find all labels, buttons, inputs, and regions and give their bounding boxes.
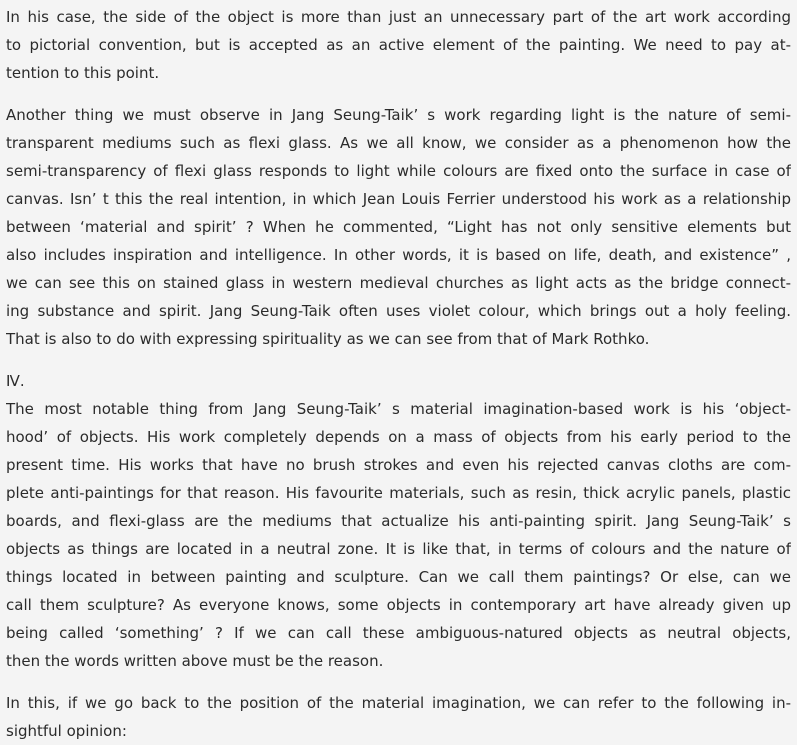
text-line: present time. His works that have no brush strokes and even his rejected canvas cloths are com- — [6, 456, 791, 474]
paragraph — [6, 395, 791, 675]
text-line: to pictorial convention, but is accepted as an active element of the painting. We need to pay at- — [6, 36, 791, 54]
text-line: In his case, the side of the object is more than just an unnecessary part of the art work according — [6, 8, 791, 26]
text-line: canvas. Isn’ t this the real intention, in which Jean Louis Ferrier understood his work as a relationship — [6, 190, 791, 208]
paragraph — [6, 101, 791, 353]
paragraph — [6, 3, 791, 87]
text-line: The most notable thing from Jang Seung-Taik’ s material imagination-based work is his ‘object- — [6, 400, 791, 418]
text-line: objects as things are located in a neutral zone. It is like that, in terms of colours and the nature of — [6, 540, 791, 558]
text-line: That is also to do with expressing spirituality as we can see from that of Mark Rothko. — [6, 330, 650, 348]
paragraph-spacer — [6, 675, 791, 689]
text-line: Another thing we must observe in Jang Seung-Taik’ s work regarding light is the nature of semi- — [6, 106, 791, 124]
text-line: sightful opinion: — [6, 722, 127, 740]
text-line: things located in between painting and sculpture. Can we call them paintings? Or else, can we — [6, 568, 791, 586]
text-line: we can see this on stained glass in western medieval churches as light acts as the bridge connect- — [6, 274, 791, 292]
text-line: plete anti-paintings for that reason. His favourite materials, such as resin, thick acrylic panels, plastic — [6, 484, 791, 502]
text-line: tention to this point. — [6, 64, 160, 82]
text-line: boards, and flexi-glass are the mediums that actualize his anti-painting spirit. Jang Seung-Taik’ s — [6, 512, 791, 530]
text-line: ing substance and spirit. Jang Seung-Taik often uses violet colour, which brings out a holy feeling. — [6, 302, 791, 320]
paragraph-spacer — [6, 353, 791, 367]
paragraph-spacer — [6, 87, 791, 101]
text-line: call them sculpture? As everyone knows, some objects in contemporary art have already given up — [6, 596, 791, 614]
text-line: also includes inspiration and intelligence. In other words, it is based on life, death, and existence” , — [6, 246, 791, 264]
section-heading: Ⅳ. — [6, 372, 25, 390]
paragraph — [6, 689, 791, 745]
text-line: between ‘material and spirit’ ? When he commented, “Light has not only sensitive elements but — [6, 218, 791, 236]
text-line: semi-transparency of flexi glass responds to light while colours are fixed onto the surface in case of — [6, 162, 791, 180]
text-line: transparent mediums such as flexi glass. As we all know, we consider as a phenomenon how the — [6, 134, 791, 152]
text-line: being called ‘something’ ? If we can call these ambiguous-natured objects as neutral objects, — [6, 624, 791, 642]
text-line: In this, if we go back to the position of the material imagination, we can refer to the following in- — [6, 694, 791, 712]
text-line: then the words written above must be the reason. — [6, 652, 384, 670]
text-line: hood’ of objects. His work completely depends on a mass of objects from his early period to the — [6, 428, 791, 446]
